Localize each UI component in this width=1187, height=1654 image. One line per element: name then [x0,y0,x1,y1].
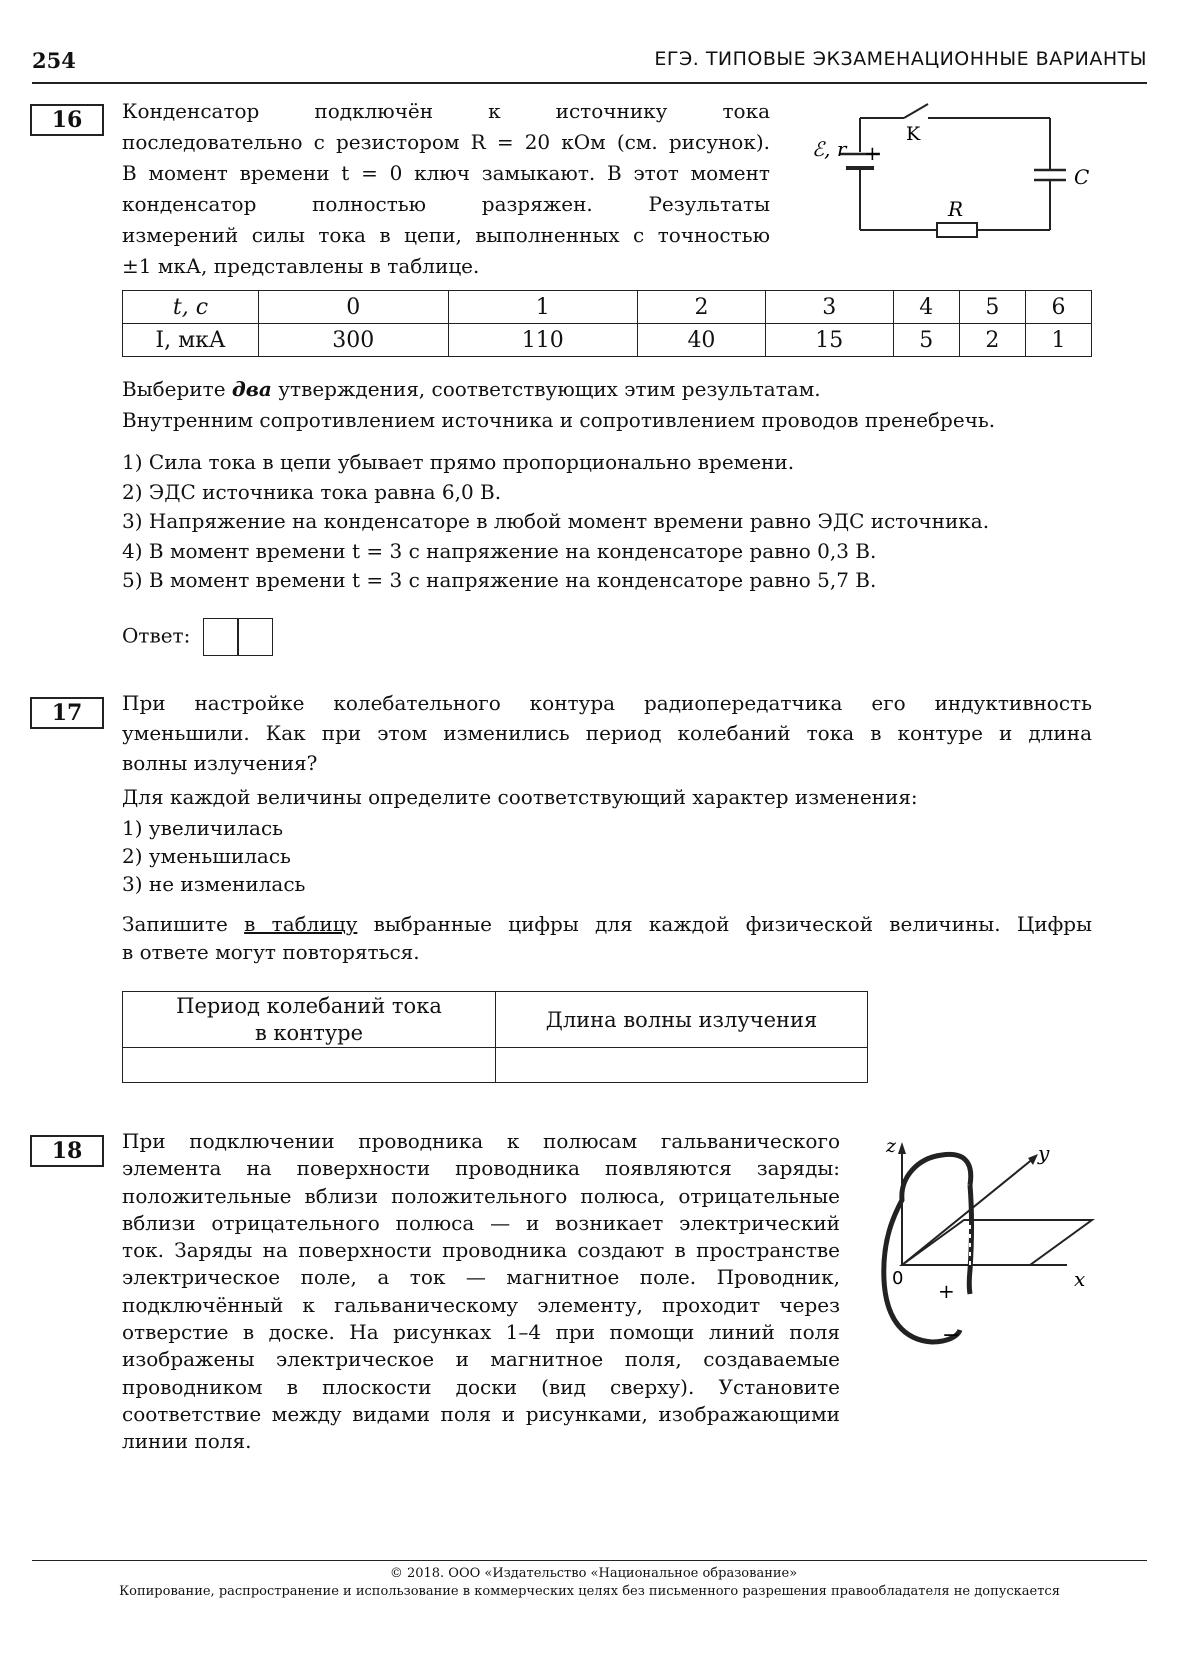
z-axis-arrow [898,1142,906,1154]
emf-label: ℰ, r [812,137,847,161]
q17-write-instruction: Запишите в таблицу выбранные цифры для каждой физической величины. Цифры в ответе могут повторяться. [122,912,1092,964]
question-17-text [122,688,1092,778]
answer-label: Ответ: [122,623,191,648]
plus-pole-label: + [938,1279,955,1303]
q17-options [122,814,305,898]
q18-line-2: элемента на поверхности проводника появляются заряды: [122,1156,840,1181]
option-item: 1) увеличилась [122,816,284,840]
q16-line-3: В момент времени t = 0 ключ замыкают. В этот момент [122,161,770,185]
wavelength-column-header: Длина волны излучения [496,992,868,1048]
key-label: K [906,123,921,145]
table-row-current [123,324,1092,357]
table-cell: 300 [259,324,449,357]
q18-line-8: отверстие в доске. На рисунках 1–4 при помощи линий поля [122,1320,840,1345]
resistor [937,223,977,237]
option-item: 3) не изменилась [122,872,306,896]
option-item: 2) уменьшилась [122,844,291,868]
option-item: 3) Напряжение на конденсаторе в любой момент времени равно ЭДС источника. [122,509,990,533]
circuit-diagram [810,92,1110,252]
q18-line-9: изображены электрическое и магнитное поля, создаваемые [122,1347,840,1372]
wavelength-answer-cell[interactable] [496,1048,868,1083]
q17-line-1: При настройке колебательного контура радиопередатчика его индуктивность [122,691,1092,715]
q18-line-12: линии поля. [122,1429,252,1454]
current-header: I, мкА [123,324,259,357]
table-cell: 15 [765,324,893,357]
q16-prompt: Выберите два утверждения, соответствующих этим результатам. Внутренним сопротивлением источника и сопротивлением проводов пренебречь. [122,374,1092,436]
q17-instruction: Для каждой величины определите соответствующий характер изменения: [122,785,918,809]
header-divider [32,82,1147,84]
q18-line-3: положительные вблизи положительного полюса, отрицательные [122,1183,840,1208]
table-cell: 1 [1025,324,1091,357]
underlined-in-table: в таблицу [244,912,358,936]
q17-line-2: уменьшили. Как при этом изменились период колебаний тока в контуре и длина [122,721,1092,745]
option-item: 4) В момент времени t = 3 с напряжение на конденсаторе равно 0,3 В. [122,538,877,563]
q16-answer-row [122,618,273,656]
answer-table-header [123,992,868,1048]
q18-line-11: соответствие между видами поля и рисунками, изображающими [122,1401,840,1426]
emphasis-two: два [231,377,272,401]
option-item: 5) В момент времени t = 3 с напряжение на конденсаторе равно 5,7 В. [122,568,877,592]
q18-line-6: электрическое поле, а ток — магнитное поле. Проводник, [122,1265,840,1290]
z-label: z [886,1135,897,1157]
book-title: ЕГЭ. ТИПОВЫЕ ЭКЗАМЕНАЦИОННЫЕ ВАРИАНТЫ [654,48,1147,70]
question-16-number: 16 [30,104,104,136]
table-cell: 0 [259,291,449,324]
minus-pole-label: − [942,1323,961,1348]
question-16-text [122,96,770,282]
table-cell: 40 [638,324,766,357]
resistor-label: R [948,197,964,221]
y-label: y [1038,1141,1050,1165]
q17-line-3: волны излучения? [122,751,318,775]
option-item: 1) Сила тока в цепи убывает прямо пропорционально времени. [122,450,795,474]
page-number: 254 [32,48,76,73]
table-cell: 2 [638,291,766,324]
table-cell: 110 [448,324,638,357]
answer-table-input-row [123,1048,868,1083]
q16-line-6: ±1 мкА, представлены в таблице. [122,254,480,278]
y-axis-arrow [1028,1154,1038,1165]
q18-line-1: При подключении проводника к полюсам гальванического [122,1129,840,1153]
x-label: x [1074,1267,1086,1291]
period-column-header: Период колебаний тока в контуре [123,992,496,1048]
capacitor-label: C [1074,165,1090,189]
table-cell: 4 [893,291,959,324]
conductor-wire-right [969,1185,971,1294]
q16-line-2: последовательно с резистором R = 20 кОм (см. рисунок). [122,130,770,154]
q18-line-10: проводником в плоскости доски (вид сверху). Установите [122,1374,840,1399]
question-18-number: 18 [30,1135,104,1167]
question-18-text [122,1128,840,1456]
q16-line-1: Конденсатор подключён к источнику тока [122,99,770,123]
q18-line-5: ток. Заряды на поверхности проводника создают в пространстве [122,1238,840,1263]
answer-cell-1[interactable] [203,618,239,656]
time-header: t, с [123,291,259,324]
y-axis [902,1158,1034,1265]
period-answer-cell[interactable] [123,1048,496,1083]
q16-line-5: измерений силы тока в цепи, выполненных с точностью [122,223,770,247]
q17-answer-table [122,991,868,1083]
footer-divider [32,1560,1147,1561]
table-cell: 3 [765,291,893,324]
copyright-line: © 2018. ООО «Издательство «Национальное образование» [389,1566,798,1581]
q16-line-4: конденсатор полностью разряжен. Результаты [122,192,770,216]
q18-line-7: подключённый к гальваническому элементу, проходит через [122,1292,840,1317]
answer-cell-2[interactable] [237,618,273,656]
q16-prompt-2: Внутренним сопротивлением источника и сопротивлением проводов пренебречь. [122,408,996,432]
table-row-time [123,291,1092,324]
plus-label: + [864,141,881,165]
table-cell: 1 [448,291,638,324]
question-17-number: 17 [30,697,104,729]
q18-line-4: вблизи отрицательного полюса — и возникает электрический [122,1210,840,1235]
table-cell: 6 [1025,291,1091,324]
copyright-notice: Копирование, распространение и использование в коммерческих целях без письменного разрешения правообладателя не допускается [119,1584,1060,1599]
conductor-figure [862,1130,1102,1360]
table-cell: 5 [893,324,959,357]
table-cell: 2 [959,324,1025,357]
option-item: 2) ЭДС источника тока равна 6,0 В. [122,479,502,504]
table-cell: 5 [959,291,1025,324]
origin-label: 0 [892,1268,904,1289]
key-switch [904,104,928,118]
q16-options [122,448,1102,596]
conductor-wire-left [884,1154,971,1342]
current-table [122,290,1092,357]
